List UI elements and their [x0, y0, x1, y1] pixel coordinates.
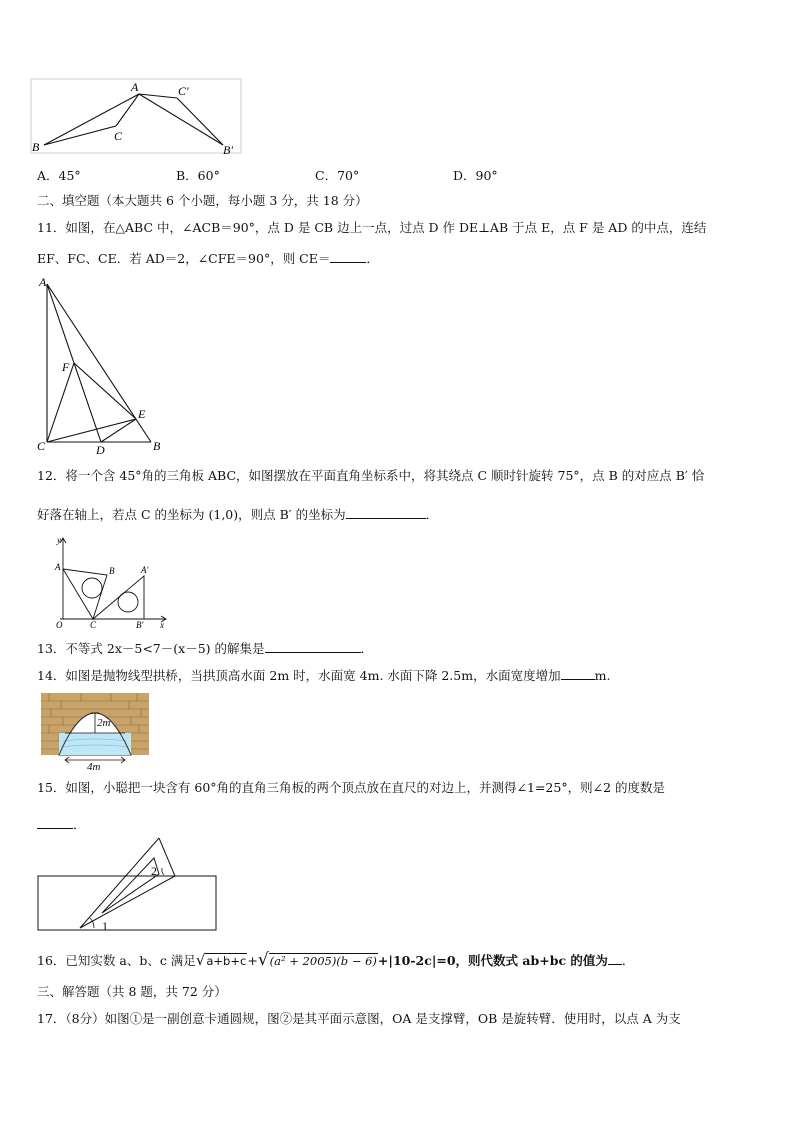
q15-answer-blank[interactable]	[37, 816, 73, 829]
q11-answer-blank[interactable]	[330, 250, 366, 263]
option-b: B．60°	[176, 168, 220, 183]
q13-answer-blank[interactable]	[265, 640, 361, 653]
q14-line	[37, 667, 610, 684]
label-y: y	[57, 535, 61, 545]
label-B: B	[109, 566, 115, 576]
label-angle-1: 1	[102, 919, 108, 933]
figure-q14	[41, 693, 153, 773]
figure-q12	[48, 533, 173, 629]
q15-line1: 15．如图，小聪把一块含有 60°角的直角三角板的两个顶点放在直尺的对边上，并测得∠1=25°，则∠2 的度数是	[37, 780, 665, 795]
label-A: A	[55, 562, 61, 572]
label-C: C	[90, 620, 97, 629]
option-c: C．70°	[315, 168, 360, 183]
figure-q11	[33, 274, 168, 454]
q13-line	[37, 640, 373, 657]
figure-q10	[30, 78, 245, 158]
label-x: x	[160, 620, 164, 629]
label-E: E	[138, 407, 146, 421]
label-F: F	[62, 360, 70, 374]
label-B: B	[32, 140, 40, 154]
label-C: C	[114, 129, 123, 143]
label-C-prime: C′	[178, 84, 189, 98]
label-C: C	[37, 439, 46, 453]
q15-line2	[37, 816, 86, 833]
label-D: D	[96, 443, 105, 454]
q17-line1: 17．（8分）如图①是一副创意卡通圆规，图②是其平面示意图，OA 是支撑臂，OB 是旋转臂．使用时，以点 A 为支	[37, 1011, 681, 1026]
q16-sqrt1: a+b+c	[206, 954, 247, 968]
q12-text: 好落在轴上，若点 C 的坐标为 (1,0)，则点 B′ 的坐标为	[37, 507, 346, 522]
label-A: A	[131, 80, 139, 94]
q16-sqrt2: (a² + 2005)(b − 6)	[269, 954, 377, 968]
q12-answer-blank[interactable]	[346, 506, 426, 519]
q11-period: ．	[366, 251, 379, 266]
label-A: A	[39, 275, 47, 289]
label-B: B	[153, 439, 161, 453]
q16-plus: +	[247, 953, 258, 968]
q12-line1: 12．将一个含 45°角的三角板 ABC，如图摆放在平面直角坐标系中，将其绕点 C 顺时针旋转 75°，点 B 的对应点 B′ 恰	[37, 468, 705, 483]
label-A-prime: A′	[141, 565, 149, 575]
q16-line: 16．已知实数 a、b、c 满足√a+b+c+√(a² + 2005)(b − 6)+|10-2c|=0，则代数式 ab+bc 的值为 ．	[37, 950, 635, 970]
section3-heading: 三、解答题（共 8 题，共 72 分）	[37, 984, 227, 999]
q15-period: ．	[73, 817, 86, 832]
label-B-prime: B′	[223, 143, 233, 157]
label-O: O	[56, 620, 63, 629]
q14-text: 14．如图是抛物线型拱桥，当拱顶高水面 2m 时，水面宽 4m. 水面下降 2.5m，水面宽度增加	[37, 668, 561, 683]
q12-line2	[37, 506, 438, 523]
label-width: 4m	[87, 761, 101, 773]
figure-q15	[36, 838, 220, 934]
q16-abs: +|10-2c|=0，则代数式 ab+bc 的值为	[377, 953, 608, 968]
label-angle-2: 2	[151, 864, 157, 878]
option-d: D．90°	[453, 168, 498, 183]
q11-line1: 11．如图，在△ABC 中，∠ACB＝90°，点 D 是 CB 边上一点，过点 D 作 DE⊥AB 于点 E，点 F 是 AD 的中点，连结	[37, 220, 707, 235]
label-B-prime: B′	[136, 620, 144, 629]
q13-period: ．	[360, 641, 374, 656]
q16-answer-blank[interactable]	[608, 952, 622, 965]
q11-line2	[37, 250, 379, 267]
q13-text: 13．不等式 2x－5<7－(x－5) 的解集是	[37, 641, 265, 656]
q11-text: EF、FC、CE．若 AD＝2，∠CFE＝90°，则 CE＝	[37, 251, 331, 266]
q16-text: 16．已知实数 a、b、c 满足	[37, 953, 196, 968]
q14-unit: m.	[594, 668, 611, 683]
q12-period: ．	[425, 507, 439, 522]
q14-answer-blank[interactable]	[561, 667, 595, 680]
option-a: A．45°	[37, 168, 81, 183]
section2-heading: 二、填空题（本大题共 6 个小题，每小题 3 分，共 18 分）	[37, 193, 368, 208]
q16-period: ．	[621, 953, 635, 968]
label-height: 2m	[97, 717, 111, 729]
